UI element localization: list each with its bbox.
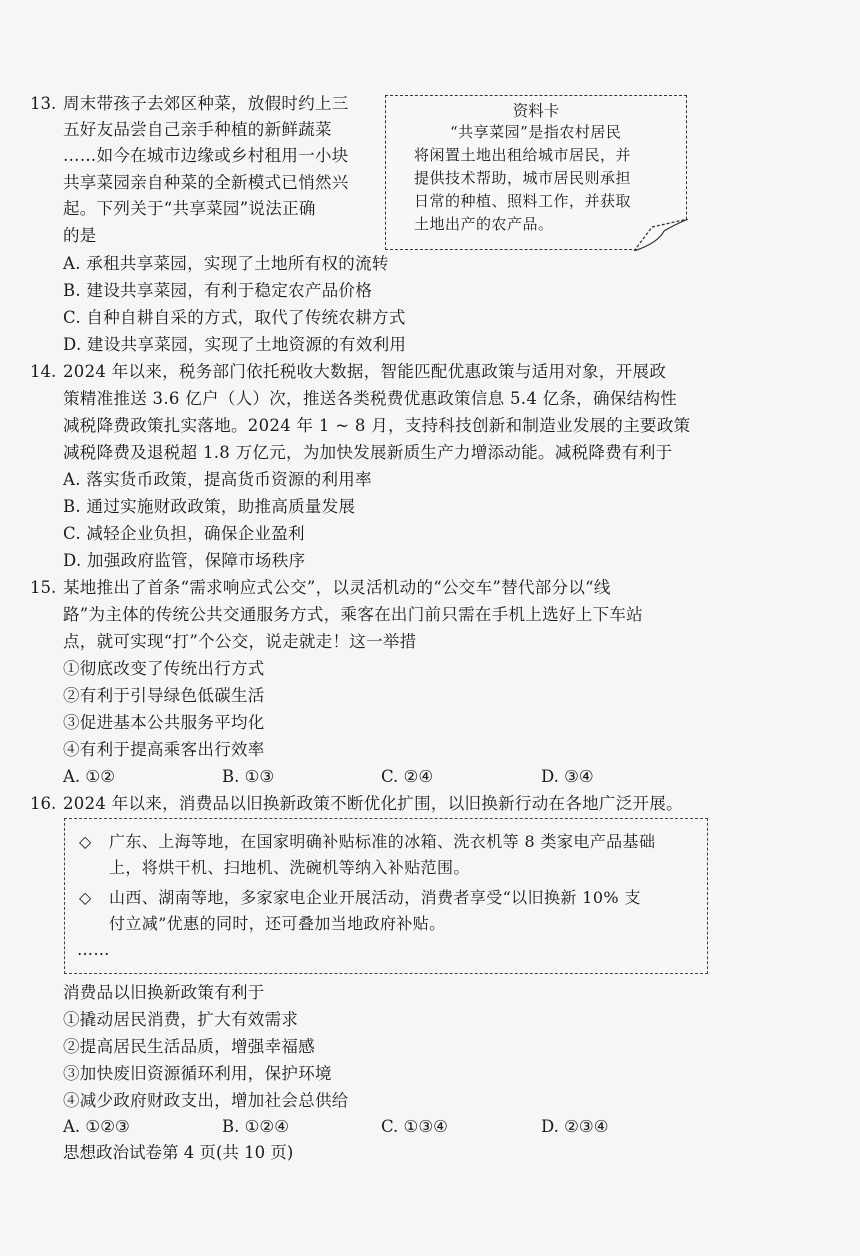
stem-line: 起。下列关于“共享菜园”说法正确	[63, 199, 316, 218]
stem-line: 周末带孩子去郊区种菜，放假时约上三	[63, 94, 349, 113]
q14-option-d: D. 加强政府监管，保障市场秩序	[63, 551, 306, 570]
q16-choice-d: D. ②③④	[541, 1117, 609, 1136]
stem-line: 共享菜园亲自种菜的全新模式已悄然兴	[63, 173, 349, 192]
stem-line: 某地推出了首条“需求响应式公交”，以灵活机动的“公交车”替代部分以“线	[63, 578, 611, 597]
box-line: 付立减”优惠的同时，还可叠加当地政府补贴。	[109, 914, 446, 933]
info-card-title: 资料卡	[512, 102, 560, 120]
q15-choices	[63, 764, 703, 790]
stem-line: ……如今在城市边缘或乡村租用一小块	[63, 146, 349, 165]
q13-option-d: D. 建设共享菜园，实现了土地资源的有效利用	[63, 335, 407, 354]
page-curl-icon	[634, 219, 688, 251]
q13-option-c: C. 自种自耕自采的方式，取代了传统农耕方式	[63, 308, 406, 327]
q16-choice-b: B. ①②④	[222, 1117, 289, 1136]
stem-line: 减税降费政策扎实落地。2024 年 1 ~ 8 月，支持科技创新和制造业发展的主要政策	[63, 416, 691, 435]
stem-line: 路”为主体的传统公共交通服务方式，乘客在出门前只需在手机上选好上下车站	[63, 605, 643, 624]
q15-choice-b: B. ①③	[222, 767, 275, 786]
q15-item-4: ④有利于提高乘客出行效率	[63, 740, 265, 759]
q14-option-b: B. 通过实施财政政策，助推高质量发展	[63, 497, 356, 516]
info-card-line: “共享菜园”是指农村居民	[450, 123, 622, 141]
stem-line: 减税降费及退税超 1.8 万亿元，为加快发展新质生产力增添动能。减税降费有利于	[63, 443, 673, 462]
stem-line: 2024 年以来，税务部门依托税收大数据，智能匹配优惠政策与适用对象，开展政	[63, 362, 667, 381]
q16-item-3: ③加快废旧资源循环利用，保护环境	[63, 1064, 332, 1083]
page-footer: 思想政治试卷第 4 页(共 10 页)	[63, 1143, 294, 1162]
info-card-line: 将闲置土地出租给城市居民，并	[414, 146, 632, 164]
q14-option-a: A. 落实货币政策，提高货币资源的利用率	[63, 470, 372, 489]
diamond-bullet-icon: ◇	[79, 832, 92, 851]
question-15-number: 15.	[30, 578, 57, 597]
question-13-number: 13.	[30, 94, 57, 113]
stem-line: 五好友品尝自己亲手种植的新鲜蔬菜	[63, 120, 332, 139]
stem-line: 的是	[63, 226, 97, 245]
info-card-line: 日常的种植、照料工作，并获取	[414, 192, 632, 210]
box-ellipsis: ……	[77, 940, 110, 959]
q16-question: 消费品以旧换新政策有利于	[63, 983, 265, 1002]
q16-item-4: ④减少政府财政支出，增加社会总供给	[63, 1091, 349, 1110]
q16-item-1: ①撬动居民消费，扩大有效需求	[63, 1010, 299, 1029]
q15-choice-a: A. ①②	[63, 767, 115, 786]
stem-line: 2024 年以来，消费品以旧换新政策不断优化扩围，以旧换新行动在各地广泛开展。	[63, 794, 683, 813]
q15-item-2: ②有利于引导绿色低碳生活	[63, 686, 265, 705]
box-line: 山西、湖南等地，多家家电企业开展活动，消费者享受“以旧换新 10% 支	[109, 888, 641, 907]
question-14-number: 14.	[30, 362, 57, 381]
q15-item-3: ③促进基本公共服务平均化	[63, 713, 265, 732]
q15-item-1: ①彻底改变了传统出行方式	[63, 659, 265, 678]
info-card	[385, 95, 687, 250]
info-card-line: 提供技术帮助，城市居民则承担	[414, 169, 632, 187]
box-line: 广东、上海等地，在国家明确补贴标准的冰箱、洗衣机等 8 类家电产品基础	[109, 832, 656, 851]
q13-option-b: B. 建设共享菜园，有利于稳定农产品价格	[63, 281, 373, 300]
q15-choice-c: C. ②④	[381, 767, 434, 786]
stem-line: 点，就可实现“打”个公交，说走就走！这一举措	[63, 632, 417, 651]
q15-choice-d: D. ③④	[541, 767, 594, 786]
q13-option-a: A. 承租共享菜园，实现了土地所有权的流转	[63, 254, 389, 273]
question-16-number: 16.	[30, 794, 57, 813]
info-card-line: 土地出产的农产品。	[414, 215, 554, 233]
q16-choice-c: C. ①③④	[381, 1117, 448, 1136]
diamond-bullet-icon: ◇	[79, 888, 92, 907]
policy-box	[64, 818, 708, 974]
q16-choice-a: A. ①②③	[63, 1117, 130, 1136]
q16-choices	[63, 1114, 703, 1140]
stem-line: 策精准推送 3.6 亿户（人）次，推送各类税费优惠政策信息 5.4 亿条，确保结构性	[63, 389, 678, 408]
q14-option-c: C. 减轻企业负担，确保企业盈利	[63, 524, 305, 543]
box-line: 上，将烘干机、扫地机、洗碗机等纳入补贴范围。	[109, 858, 470, 877]
q16-item-2: ②提高居民生活品质，增强幸福感	[63, 1037, 315, 1056]
